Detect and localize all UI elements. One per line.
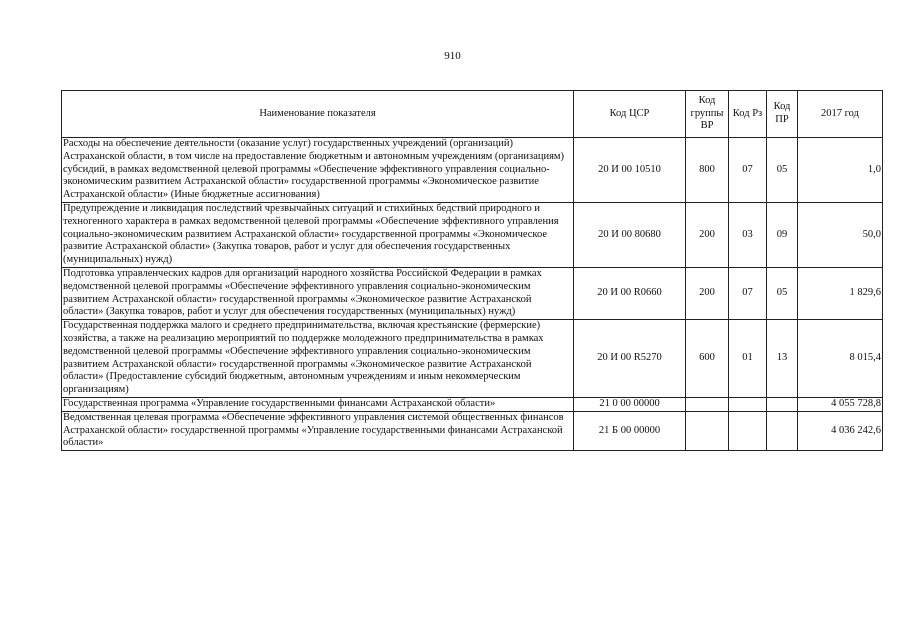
table-row: [62, 267, 883, 319]
row-pr: 09: [767, 202, 798, 267]
row-rz: 07: [729, 267, 767, 319]
table-row: [62, 411, 883, 450]
row-pr: [767, 411, 798, 450]
row-csr: 21 0 00 00000: [574, 397, 686, 411]
row-name: Ведомственная целевая программа «Обеспечение эффективного управления системой общественных финансов Астраханской области» государственной программы «Управление государственными финансами Астраханской области»: [62, 411, 574, 450]
header-vr: Код группы ВР: [686, 91, 729, 138]
header-csr: Код ЦСР: [574, 91, 686, 138]
row-vr: 800: [686, 138, 729, 203]
row-amount: 4 055 728,8: [798, 397, 883, 411]
row-pr: [767, 397, 798, 411]
row-vr: [686, 397, 729, 411]
row-name: Подготовка управленческих кадров для организаций народного хозяйства Российской Федерации в рамках ведомственной целевой программы «Обеспечение эффективного управления социально-экономическим развитием Астраханской области» государственной программы «Экономическое развитие Астраханской области» (Закупка товаров, работ и услуг для обеспечения государственных (муниципальных) нужд): [62, 267, 574, 319]
row-rz: 03: [729, 202, 767, 267]
row-pr: 05: [767, 138, 798, 203]
row-csr: 20 И 00 R5270: [574, 320, 686, 398]
row-vr: 200: [686, 267, 729, 319]
row-rz: [729, 411, 767, 450]
row-rz: 01: [729, 320, 767, 398]
header-rz: Код Рз: [729, 91, 767, 138]
row-name: Расходы на обеспечение деятельности (оказание услуг) государственных учреждений (организаций) Астраханской области, в том числе на предоставление бюджетным и автономным учреждениям (организациям) субсидий, в рамках ведомственной целевой программы «Обеспечение эффективного управления социально-экономическим развитием Астраханской области» государственной программы «Экономическое развитие Астраханской области» (Иные бюджетные ассигнования): [62, 138, 574, 203]
row-pr: 13: [767, 320, 798, 398]
header-name: Наименование показателя: [62, 91, 574, 138]
row-name: Предупреждение и ликвидация последствий чрезвычайных ситуаций и стихийных бедствий природного и техногенного характера в рамках ведомственной целевой программы «Обеспечение эффективного управления социально-экономическим развитием Астраханской области» государственной программы «Экономическое развитие Астраханской области» (Закупка товаров, работ и услуг для обеспечения государственных (муниципальных) нужд): [62, 202, 574, 267]
header-year: 2017 год: [798, 91, 883, 138]
row-csr: 20 И 00 10510: [574, 138, 686, 203]
budget-table: [61, 90, 883, 451]
row-name: Государственная поддержка малого и среднего предпринимательства, включая крестьянские (фермерские) хозяйства, а также на реализацию мероприятий по поддержке молодежного предпринимательства в рамках ведомственной целевой программы «Обеспечение эффективного управления социально-экономическим развитием Астраханской области» государственной программы «Экономическое развитие Астраханской области» (Предоставление субсидий бюджетным, автономным учреждениям и иным некоммерческим организациям): [62, 320, 574, 398]
header-pr: Код ПР: [767, 91, 798, 138]
row-rz: 07: [729, 138, 767, 203]
row-csr: 20 И 00 80680: [574, 202, 686, 267]
row-vr: 200: [686, 202, 729, 267]
row-rz: [729, 397, 767, 411]
row-csr: 21 Б 00 00000: [574, 411, 686, 450]
row-vr: 600: [686, 320, 729, 398]
table-row: [62, 138, 883, 203]
row-csr: 20 И 00 R0660: [574, 267, 686, 319]
table-header-row: [62, 91, 883, 138]
row-vr: [686, 411, 729, 450]
row-amount: 1,0: [798, 138, 883, 203]
table-row: [62, 202, 883, 267]
row-amount: 50,0: [798, 202, 883, 267]
table-row: [62, 397, 883, 411]
page-number: 910: [444, 50, 461, 62]
table-row: [62, 320, 883, 398]
row-amount: 4 036 242,6: [798, 411, 883, 450]
row-amount: 8 015,4: [798, 320, 883, 398]
row-name: Государственная программа «Управление государственными финансами Астраханской области»: [62, 397, 574, 411]
row-pr: 05: [767, 267, 798, 319]
row-amount: 1 829,6: [798, 267, 883, 319]
